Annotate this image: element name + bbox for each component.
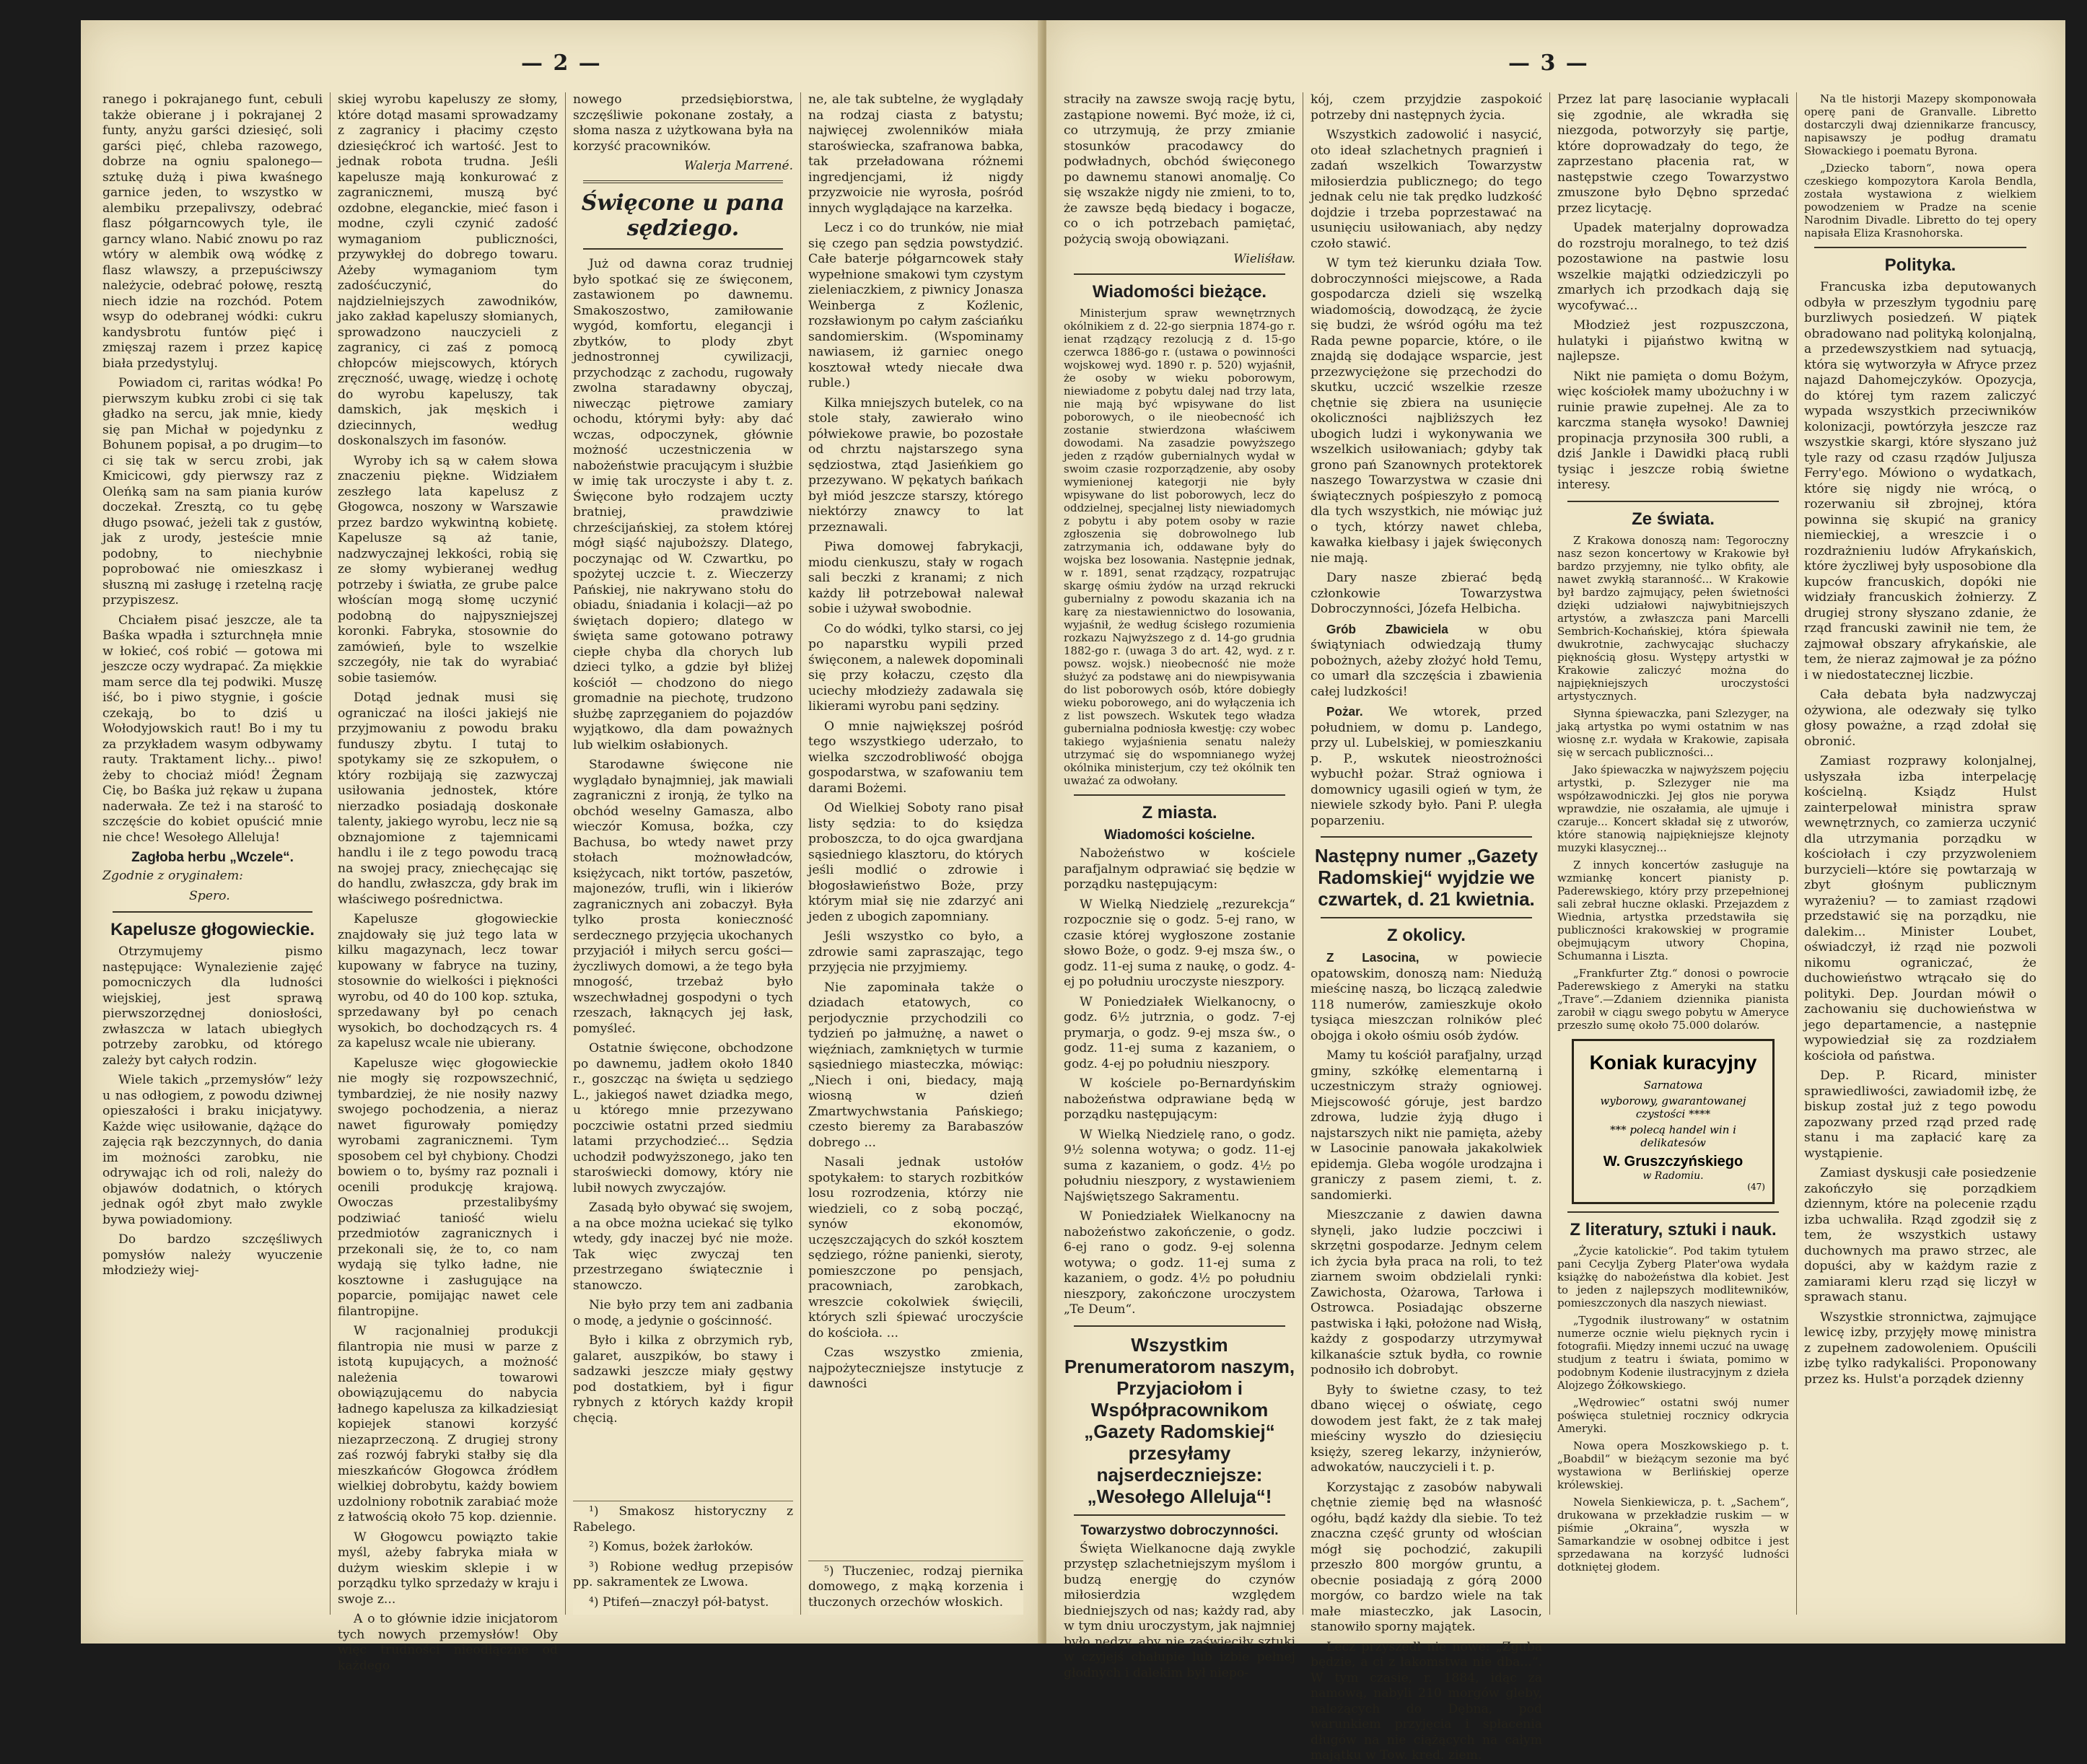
attestation-name: Spero.	[189, 888, 230, 903]
paragraph: Kilka mniejszych butelek, co na stole stały, zawierało wino półwiekowe prawie, bo pozostałe od chrztu najstarszego syna sędziostwa, ztąd Jasieńkiem go przezywano. W pękatych bańkach był miód jeszcze starszy, którego niektórzy znawcy to lat przeznawali.	[808, 395, 1023, 535]
paragraph: Powiadom ci, raritas wódka! Po pierwszym kubku zrobi ci się tak gładko na sercu, jak mnie, kiedy się pan Michał w pojedynku z Bohunem popisał, a po drugim—to ci się tak w sercu zrobi, jak Kmicicowi, gdy pierwszy raz z Oleńką sam na sam piania kurów doczekał. Zresztą, co tu gębę długo psować, jeżeli tak z gustów, jak z urody, jesteście mnie podobny, to niechybnie poprobować nie omieszkasz i słuszną mi zasługę i rzetelną rację przypiszesz.	[102, 376, 323, 607]
paragraph: Kapelusze więc głogowieckie nie mogły się rozpowszechnić, tymbardziej, że nie nosiły nazwy swojego pochodzenia, a nieraz nawet figurowały pomiędzy wyrobami zagranicznemi. Tym sposobem cel był chybiony. Chodzi bowiem o to, byśmy raz poznali i ocenili produkcję krajową. Owoczas przestalibyśmy podziwiać taniość wielu przedmiotów zagranicznych i przekonali się, że to, co nam wydają się tylko ładne, nie kosztowne i zasługujące na poparcie, pomijając nawet cele filantropijne.	[338, 1056, 558, 1319]
paragraph: Wszystkie stronnictwa, zajmujące lewicę izby, przyjęły mowę ministra z zupełnem zadowoleniem. Opuścili izbę tylko radykaliści. Proponowany przez ks. Hulst'a porządek dzienny	[1804, 1309, 2036, 1387]
footnotes	[573, 1501, 793, 1615]
paragraph: Od Wielkiej Soboty rano pisał listy sędzia: to do księdza proboszcza, to do ojca gwardjana sąsiedniego klasztoru, do których jeśli modlić o zdrowie i błogosławieństwo Boże, przy którym miał się nie zdarzyć ani jeden z ubogich zapomniany.	[808, 801, 1023, 924]
paragraph: W kościele po-Bernardyńskim nabożeństwa odprawiane będą w porządku następującym:	[1064, 1076, 1295, 1122]
paragraph: Do bardzo szczęśliwych pomysłów należy wyuczenie młodzieży wiej-	[102, 1232, 323, 1278]
ad-line: Sarnatowa	[1643, 1078, 1703, 1092]
paragraph: Nikt nie pamięta o domu Bożym, więc kościołek mamy ubożuchny i w ruinie prawie zupełnej. Ale za to karczma stanęła wysoko! Dawniej propinacja przynosiła 300 rubli, a dziś Jankle i Dawidki płacą rubli tysiąc i jeszcze robią świetne interesy.	[1557, 369, 1789, 492]
paragraph: Z Krakowa donoszą nam: Tegoroczny nasz sezon koncertowy w Krakowie był bardzo przyjemny, nie tylko obfity, ale nawet zwykłą staranność... W Krakowie był bardzo zajmujący, pełen świetności dzięki udziałowi najwybitniejszych artystów, a zwłaszcza pani Marcelli Sembrich-Kochańskiej, która śpiewała dwukrotnie, zachwycając słuchaczy pięknością głosu. Występy artystki w Krakowie zaliczyć można do najpiękniejszych uroczystości artystycznych.	[1557, 533, 1789, 703]
paragraph: „Dziecko taborn“, nowa opera czeskiego kompozytora Karola Bendla, została wystawiona z wielkiem powodzeniem w Pradze na scenie Narodnim Divadle. Libretto do tej opery napisała Eliza Krasnohorska.	[1804, 162, 2036, 240]
small-print	[1557, 534, 1789, 1032]
paragraph: straciły na zawsze swoją rację bytu, zastąpione nowemi. Być może, iż ci, co utrzymują, że przy zmianie stosunków pracodawcy do podwładnych, obchód święconego po dawnemu stanowi anomalję. Co się wszakże nigdy nie zmieni, to to, że zawsze będą biedacy i bogacze, co o ich potrzebach pamiętać, pożycią swoją obowiązani.	[1064, 92, 1295, 247]
footnote: ¹) Smakosz historyczny z Rabelego.	[573, 1504, 793, 1535]
right-newspaper-page	[1046, 20, 2065, 1763]
paragraph: Wiele takich „przemysłów“ leży u nas odłogiem, z powodu dziwnej opieszałości i braku inicjatywy. Każde więc usiłowanie, dążące do zajęcia rąk bezczynnych, do dania im możności zarobku, nie odrywając ich od roli, należy do objawów dodatnich, o których jednak ogół zbyt mało zwykle bywa powiadomiony.	[102, 1073, 323, 1227]
paragraph: O mnie największej pośród tego wszystkiego uderzało, to wielka szczodrobliwość obojga gospodarstwa, w szafowaniu tem darami Bożemi.	[808, 719, 1023, 796]
paragraph: A o to głównie idzie inicjatorom tych nowych przemysłów! Oby więc trudności nieodłączne od każdego	[338, 1612, 558, 1673]
ad-line: *** polecą handel win i delikatesów	[1610, 1123, 1736, 1149]
paragraph: Przez lat parę lasocianie wypłacali się zgodnie, ale wkradła się niezgoda, potworzyły się partje, które doprowadzały do tego, że zaprzestano płacenia rat, w następstwie czego Towarzystwo zmuszone było Dębno sprzedać przez licytację.	[1557, 92, 1789, 216]
paragraph: ranego i pokrajanego funt, cebuli także obierane j i pokrajanej 2 funty, anyżu garści dziesięć, soli garści pięć, chleba razowego, dobrze na ogniu spalonego—sztukę dużą i piwa kwaśnego garnice jeden, to wszystko w alembiku przepalivszy, odebrać flasz półgarncowych tyle, ile garncy wlano. Nabić znowu po raz wtóry w alembik ową wódkę z flasz wlawszy, a przepuściwszy należycie, odebrać połowę, resztą niech idzie na rozchód. Potem wsyp do odebranej wódki: cukru kandysbrotu funtów pięć i zmięszaj razem i przez kapicę biała przedystyluj.	[102, 92, 323, 371]
right-column-3	[1550, 92, 1797, 1615]
small-print	[1804, 92, 2036, 240]
divider	[583, 180, 783, 183]
paragraph: Otrzymujemy pismo następujące: Wynalezienie zajęć pomocniczych dla ludności wiejskiej, jest sprawą pierwszorzędnej doniosłości, zwłaszcza w latach ubiegłych potrzeby zarobku, od którego zależy byt całych rodzin.	[102, 944, 323, 1068]
ad-number: (47)	[1747, 1181, 1765, 1192]
paragraph: Nowa opera Moszkowskiego p. t. „Boabdil“ w bieżącym sezonie ma być wystawiona w Berlińskiej operze królewskiej.	[1557, 1439, 1789, 1491]
paragraph: W tym też kierunku działa Tow. dobroczynności miejscowe, a Rada gospodarcza dzieli się wszelką wiadomością, dowodzącą, że życie się budzi, że wśród ogółu ma też Rada pewne poparcie, które, o ile znajdą się dodające wsparcie, jest przezwyciężone się przechodzi do skutku, uczcić wszelkie rzesze chętnie się zbiera na usunięcie okoliczności najbliższych łez ubogich ludzi i wykonywania we wszelkich usiłowaniach; gdyby tak grono pań Szanownych protektorek naszego Towarzystwa w czasie dni świątecznych pośpieszyło z pomocą dla tych wszystkich, nie mówiąc już o tych, którzy nawet chleba, kawałka kiełbasy i jajek święconych nie mają.	[1311, 256, 1542, 566]
left-page-columns	[95, 92, 1031, 1673]
paragraph: Na tle historji Mazepy skomponowała operę pani de Granvalle. Libretto dostarczyli dwaj dziennikarze francuscy, napisawszy je podług dramatu Słowackiego i poematu Byrona.	[1804, 92, 2036, 157]
paragraph: Dep. P. Ricard, minister sprawiedliwości, zawiadomił izbę, że biskup został już z tego powodu zapozwany przed rząd przed radę stanu i ma zapłacić karę za wystąpienie.	[1804, 1069, 2036, 1161]
divider	[1567, 1211, 1779, 1213]
paragraph: Mamy tu kościół parafjalny, urząd gminy, szkółkę elementarną i uczestniczym straży ogniowej. Miejscowość góruje, jest bardzo zdrowa, ludzie żyją długo i najstarszych nikt nie pamięta, ażeby w Lasocinie panowała jakakolwiek epidemja. Gleba wogóle urodzajna i graniczy z pasem ziemi, t. z. sandomierki.	[1311, 1048, 1542, 1203]
paragraph: Mieszczanie z dawien dawna słynęli, jako ludzie poczciwi i skrzętni gospodarze. Jednym celem ich życia była praca na roli, to też ziarnem swoim obdzielali rynki: Zawichosta, Ożarowa, Tarłowa i Ostrowca. Posiadając obszerne pastwiska i łąki, położone nad Wisłą, każdy z gospodarzy utrzymywał kilkanaście sztuk bydła, co rownie podnosiło ich dobrobyt.	[1311, 1208, 1542, 1377]
section-heading: Polityka.	[1884, 255, 1956, 275]
left-column-4	[801, 92, 1031, 1615]
paragraph: skiej wyrobu kapeluszy ze słomy, które dotąd masami sprowadzamy z zagranicy i płacimy często dziesięćkroć ich wartość. Jest to jednak robota trudna. Jeśli kapelusze mają konkurować z zagranicznemi, muszą być ozdobne, eleganckie, mieć fason i modne, czyli czynić zadość wymaganiom publiczności, przywykłej do dobrego towaru. Ażeby wymaganiom tym zadośćuczynić, do najdzielniejszych zawodników, jako zakład kapeluszy słomianych, sprowadzono nauczycieli z zagranicy, ci zaś z pomocą chłopców miejscowych, których zręczność, uwagę, wiedzę i ochotę do wyrobu kapeluszy, tak damskich, jak męskich i dziecinnych, według doskonalszych im fasonów.	[338, 92, 558, 448]
paragraph: Kapelusze głogowieckie znajdowały się już tego lata w kilku magazynach, lecz towar kupowany w fabryce na tuziny, stosownie do wielkości i piękności wyrobu, od 40 do 100 kop. sztuka, sprzedawany był po cenach wysokich, bo dochodzących rs. 4 za kapelusz wcale nie ubierany.	[338, 912, 558, 1050]
paragraph: Starodawne święcone nie wyglądało bynajmniej, jak mawiali zagraniczni z ironją, że tylko na obchód weselny Gamasza, albo wieczór Komusa, boźka, czy Bachusa, bo wtedy nawet przy stołach możnowładców, księżycach, nikt tortów, paszetów, majonezów, trufli, win i likierów zagranicznych ani zobaczył. Była tylko prosta konieczność serdecznego przyjęcia ukochanych przyjaciół i miłych sercu gości—życzliwych domowi, a że tego była mnogość, trzebaż było wszechwładnej gospodyni o tych rzeszach, łaknących jej łask, pomyśleć.	[573, 758, 793, 1036]
footnote: ⁴) Ptifeń—znaczył pół-batyst.	[589, 1594, 769, 1610]
footnotes	[808, 1561, 1023, 1615]
greeting-text: Wszystkim Prenumeratorom naszym, Przyjaciołom i Współpracownikom „Gazety Radomskiej“ przesyłamy najserdeczniejsze: „Wesołego Alleluja“!	[1064, 1333, 1295, 1507]
paragraph: Młodzież jest rozpuszczona, hulatyki i pijaństwo kwitną w najlepsze.	[1557, 318, 1789, 364]
divider	[583, 248, 783, 250]
paragraph: Zasadą było obywać się swojem, a na obce można uciekać się tylko wtedy, gdy inaczej być nie może. Tak więc zwyczaj ten przestrzegano świątecznie i stanowczo.	[573, 1201, 793, 1293]
divider	[1814, 247, 2026, 248]
paragraph: Lecz i co do trunków, nie miał się czego pan sędzia powstydzić. Całe baterje półgarncowek stały wypełnione smakowi tym czystym zieleniaczkiem, z piwnicy Jonasza Weinberga z Koźlenic, rozsławionym po całym zaściańku sandomierskim. (Wspominamy nawiasem, iż garniec onego kosztował wtedy niecałe dwa ruble.)	[808, 221, 1023, 390]
section-heading: Z miasta.	[1142, 803, 1217, 822]
paragraph: Były to świetne czasy, to też dbano więcej o oświatę, cego dowodem jest fakt, że z tak małej mieściny wyszło do dziesięciu księży, szereg lekarzy, inżynierów, adwokatów, nauczycieli i t. p.	[1311, 1382, 1542, 1475]
section-heading: Ze świata.	[1632, 509, 1715, 529]
paragraph: Nie zapominała także o dziadach etatowych, co perjodycznie przychodzili co tydzień po jałmużnę, a nawet o więźniach, zamkniętych w turmie sąsiedniego miasteczka, mówiąc: „Niech i oni, biedacy, mają wiosną w dzień Zmartwychwstania Pańskiego; czesto bieremy za Barabaszów dobrego ...	[808, 980, 1023, 1150]
divider	[1321, 836, 1532, 838]
paragraph: Francuska izba deputowanych odbyła w przeszłym tygodniu parę burzliwych posiedzeń. W piątek obradowano nad polityką kolonjalną, a przedewszystkiem nad sytuacją, która się wytworzyła w Afryce przez najazd Dahomejczyków. Opozycja, do której tym razem zaliczyć wypada wszystkich przeciwników kolonizacji, powtórzyła jeszcze raz wszystkie skargi, które słyszano już tyle razy od czasu rządów Juljusza Ferry'ego. Mówiono o wydatkach, które się nigdy nie wrócą, o rozerwaniu sił zbrojnej, która powinna się skupić na granicy niemieckiej, a wreszcie i o rozdrażnieniu ludów Afrykańskich, które życzliwej były usposobione dla kupców francuskich, dopóki nie widziały francuskich żołnierzy. Z drugiej strony słyszano zdanie, że rząd francuski zawinił nie tem, że zajmował obszary afrykańskie, ale tem, że nieraz zajmował je za późno i w niedostatecznej liczbie.	[1804, 280, 2036, 683]
paragraph: „Życie katolickie“. Pod takim tytułem pani Cecylja Zyberg Plater'owa wydała książkę do nabożeństwa dla kobiet. Jest to jeden z najlepszych modlitewników, pomieszczonych dla naszych niewiast.	[1557, 1244, 1789, 1309]
left-column-3	[566, 92, 801, 1615]
right-column-4	[1797, 92, 2044, 1615]
paragraph: Czas wszystko zmienia, najpożyteczniejsze instytucje z dawności	[808, 1346, 1023, 1391]
divider	[1074, 273, 1285, 275]
paragraph: Jeśli wszystko co było, a zdrowie sami zapraszając, tego przyjęcia nie przyjmiemy.	[808, 929, 1023, 975]
paragraph: w obu świątyniach odwiedzają tłumy pobożnych, ażeby złożyć hołd Temu, co umarł dla szczęścia i zbawienia całej ludzkości!	[1311, 622, 1542, 699]
subheading: Towarzystwo dobroczynności.	[1080, 1522, 1279, 1538]
paragraph: Co do wódki, tylko starsi, co jej po naparstku wypili przed święconem, a nalewek dopominali się przy kołaczu, często dla uciechy młodzieży zadawala się likierami wyrobu pani sędziny.	[808, 621, 1023, 714]
paragraph: Ministerjum spraw wewnętrznych okólnikiem z d. 22-go sierpnia 1874-go r. ienat rządzący rezolucją z d. 15-go czerwca 1886-go r. (ustawa o powinności wojskowej wyd. 1890 r. p. 520) wyjaśnił, że osoby w wieku poborowym, niewiadome z pobytu dalej nad trzy lata, nie mają być wpisywane do list poborowych, o ile nieobecność ich zostanie stwierdzona właściwem dowodami. Na zasadzie powyższego jeden z rządów gubernialnych wydał w swoim czasie rozporządzenie, aby osoby wymienionej kategorji nie były wpisywane do list poborowych, lecz do oddzielnej, specjalnej listy niewiadomych z pobytu i aby potem osoby w razie zgłoszenia się dobrowolnego lub zatrzymania ich, oddawane były do wojska bez losowania. Następnie jednak, w r. 1891, senat rządzący, rozpatrując skargę ośmiu żydów na urząd rekrucki gubernialny z powodu skazania ich na karę za niestawiennictwo do losowania, wyjaśnił, że według ścisłego rozumienia rozkazu Najwyższego z d. 14-go grudnia 1882-go r. (uwaga 3 do art. 42, wyd. z r. powsz. wojsk.) nieobecność nie może służyć za podstawę ani do niewpisywania do list poborowych osób, które dobiegły wieku poborowego, ani do wyłączenia ich z list powszech. Wskutek tego władza gubernialna podniosła kwestję: czy wobec takiego wyjaśnienia senatu należy utrzymać się do wspomnianego wyżej okólnika ministerjum, czy też okólnik ten uważać za odwołany.	[1064, 307, 1295, 787]
paragraph: W Wielką Niedzielę rano, o godz. 9½ solenna wotywa; o godz. 11-ej suma z kazaniem, o godz. 4½ po południu nieszpory, z wystawieniem Najświętszego Sakramentu.	[1064, 1127, 1295, 1204]
attestation: Zgodnie z oryginałem:	[102, 869, 243, 883]
left-column-2	[331, 92, 566, 1673]
paragraph: Święta Wielkanocne dają zwykle przystęp szlachetniejszym myślom i budzą energję do czynów miłosierdzia względem biedniejszych od nas; każdy rad, aby w tym dniu uroczystym, jak najmniej było nędzy, aby nie zaświeciły sztuki w czyjejś chałupie lub izbie pełnej głodnych i dalekim był niepo-	[1064, 1541, 1295, 1680]
page-number-left: — 2 —	[521, 51, 602, 76]
paragraph: Upadek materjalny doprowadza do rozstroju moralnego, to też dziś pozostawione na pastwie losu wszelkie majątki odziedziczyli po zmarłych ich przodkach dają się wycofywać...	[1557, 221, 1789, 313]
paragraph: Wyroby ich są w całem słowa znaczeniu piękne. Widziałem zeszłego lata kapelusz z Głogowca, noszony w Warszawie przez bardzo wykwintną kobietę. Kapelusze są aż tanie, nadzwyczajnej lekkości, robią się ze słomy wybieranej według potrzeby i światła, ze grube palce włoścían mogą słomę uczynić podobną do najpyszniejszej koronki. Fabryka, stosownie do zamówień, byle to wszelkie szczegóły, nie tak do wyrabiać sobie tasiemów.	[338, 453, 558, 685]
paragraph: W Poniedziałek Wielkanocny na nabożeństwo zakończenie, o godz. 6-ej rano o godz. 9-ej solenna wotywa; o godz. 11-ej suma z kazaniem, o godz. 4½ po południu nieszpory, zakończone uroczystem „Te Deum“.	[1064, 1209, 1295, 1317]
paragraph: Piwa domowej fabrykacji, miodu cienkuszu, stały w rogach sali beczki z kranami; z nich każdy lił potrzebował nalewał sobie i używał swobodnie.	[808, 540, 1023, 616]
subheading: Wiadomości kościelne.	[1104, 828, 1255, 843]
paragraph: nowego przedsiębiorstwa, szczęśliwie pokonane zostały, a słoma nasza z użytkowana była na korzyść pracowników.	[573, 92, 793, 154]
paragraph: Zamiast dyskusji całe posiedzenie zakończyło się porządkiem dziennym, które na polecenie rządu izba uchwaliła. Rząd zgodził się z tem, że wszystkich ustawy duchownych ma prawo strzec, ale dopuści, aby w każdym razie z zamiarami kleru rząd się liczył w sprawach stanu.	[1804, 1166, 2036, 1304]
signature: Wieliśław.	[1233, 252, 1295, 266]
paragraph: We wtorek, przed południem, w domu p. Landego, przy ul. Lubelskiej, w pomieszkaniu p. P., wskutek nieostrożności wybuchł pożar. Straż ogniowa i domownicy ugasili ogień w tym, że niewiele szkody było. Pani P. uległa poparzeniu.	[1311, 705, 1542, 828]
ad-line: wyborowy, gwarantowanej czystości ****	[1600, 1094, 1746, 1120]
paragraph: „Wędrowiec“ ostatni swój numer poświęca stuletniej rocznicy odkrycia Ameryki.	[1557, 1395, 1789, 1435]
section-heading: Wiadomości bieżące.	[1092, 282, 1267, 302]
paragraph: Zamiast rozprawy kolonjalnej, usłyszała izba interpelację kościelną. Ksiądz Hulst zainterpelował ministra spraw wewnętrznych, co zamierza uczynić dla utrzymania porządku w kościołach i czy przyzwoleniem burzycieli—które się powtarzają w zbyt głośnym publicznym wyrażeniu? — to zamiast rządowi przedstawić się na porządku, nie dalekim... Minister Loubet, oświadczył, iż rząd nie pozwoli nikomu ograniczać, że duchowieństwo wtrącało się do polityki. Dep. Jourdan mówił o zachowaniu się duchowieństwa w jego departamencie, a następnie wypowiedział się za rozdziałem kościoła od państwa.	[1804, 754, 2036, 1063]
paragraph: Było i kilka z obrzymich ryb, galaret, auszpików, bo stawy i sadzawki jeszcze miały gęstwy pod dostatkiem, był i figur rybnych z których każdy kropił chęcią.	[573, 1333, 793, 1426]
page-number-right: — 3 —	[1508, 51, 1589, 76]
ad-merchant: W. Gruszczyńskiego	[1603, 1153, 1743, 1170]
ad-title: Koniak kuracyjny	[1589, 1050, 1757, 1074]
paragraph: W Wielką Niedzielę „rezurekcja“ rozpocznie się o godz. 5-ej rano, w czasie której wygłoszone zostanie słowo Boże, o godz. 9-ej msza św., o godz. 11-ej suma z naukę, o godz. 4-ej po południu uroczyste nieszpory.	[1064, 897, 1295, 989]
next-issue-notice	[1311, 845, 1542, 910]
right-page-columns	[1056, 92, 2051, 1763]
paragraph: Chciałem pisać jeszcze, ale ta Baśka wpadła i szturchnęła mnie w łokieć, coś robić — gotowa mi jeszcze oczy wydrapać. Za miękkie mam serce dla tej podwiki. Muszę iść, bo i piwo stygnie, i goście czekają, bo to dziś u Wołodyjowskich raut! Bo i my tu za przykładem wasym odbywamy rauty. Traktament lichy... piwo! żeby to chociaż miód! Żegnam Cię, bo Baśka już rękaw u żupana naderwała. Ze też i na starość to szczęście do kobiet opuścić mnie nie chce! Wesołego Alleluja!	[102, 613, 323, 845]
divider	[1074, 1514, 1285, 1516]
ad-city: w Radomiu.	[1642, 1170, 1704, 1182]
subheading: Grób Zbawiciela	[1326, 621, 1448, 636]
divider	[1074, 1325, 1285, 1327]
paragraph: W Poniedziałek Wielkanocny, o godz. 6½ jutrznia, o godz. 7-ej prymarja, o godz. 9-ej msza św., o godz. 11-ej suma z kazaniem, o godz. 4-ej po południu nieszpory.	[1064, 994, 1295, 1071]
notice-text: Następny numer „Gazety Radomskiej“ wyjdzie we czwartek, d. 21 kwietnia.	[1314, 845, 1539, 910]
subheading: Z Lasocina,	[1326, 950, 1419, 965]
signature: Walerja Marrené.	[684, 159, 793, 173]
paragraph: Nowela Sienkiewicza, p. t. „Sachem“, drukowana w przekładzie ruskim — w piśmie „Okraina“, wyszła w Samarkandzie w osobnej odbitce i jest sprzedawana na korzyść ludności dotkniętej głodem.	[1557, 1495, 1789, 1574]
paragraph: Cała debata była nadzwyczaj ożywiona, ale odezwały się tylko głosy poważne, a rząd zdołał się obronić.	[1804, 688, 2036, 749]
advertisement	[1572, 1039, 1775, 1204]
paragraph: Korzystając z zasobów nabywali chętnie ziemię będ na własność ogółu, bądź każdy dla siebie. To też znaczna część grunty od włościan mógł się pochodzić, zakupili przeszło 800 morgów gruntu, a obecnie posiadają z górą 2000 morgów, co bardzo wiele na tak małe miasteczko, jak Lasocin, stanowiło sporny majątek.	[1311, 1480, 1542, 1634]
paragraph: w powiecie opatowskim, donoszą nam: Niedużą mieścinę naszą, bo liczącą zaledwie 118 numerów, zamieszkuje około tysiąca mieszczan rolników pleć obojga i około ośmiu osób żydów.	[1311, 951, 1542, 1043]
paragraph: „Frankfurter Ztg.“ donosi o powrocie Paderewskiego z Ameryki na statku „Trave“.—Zdaniem dziennika pianista zarobił w ciągu swego pobytu w Ameryce przeszło sumę około 75.000 dolarów.	[1557, 966, 1789, 1032]
paragraph: Słynna śpiewaczka, pani Szlezyger, na jaką artystka po wymi ostatnim w nas wiosnę z.r. wydała w Krakowie, zapisała się w sercach publiczności...	[1557, 706, 1789, 759]
article-heading: Kapelusze głogowieckie.	[110, 920, 315, 939]
divider	[1567, 501, 1779, 502]
holiday-greeting	[1064, 1334, 1295, 1507]
paragraph: Wszystkich zadowolić i nasycić, oto ideał szlachetnych pragnień i zadań wszelkich Towarzystw miłosierdzia publicznego; do tego jednak celu nie tak prędko ludzkość dojdzie i trzeba poprzestawać na usunięciu usiłowaniach, aby nędzy czoło stawić.	[1311, 128, 1542, 251]
right-column-1	[1056, 92, 1303, 1680]
paragraph: W racjonalniej produkcji filantropia nie musi w parze z istotą kupujących, a możność należenia towarowi obowiązującemu do nabycia ładnego kapelusza za kilkadziesiąt kopiejek stanowi korzyść niezaprzeczoną. Z drugiej strony zaś rozwój fabryki stałby się dla mieszkańców Głogowca źródłem wielkiej dobrobytu, każdy bowiem uzdolniony robotnik zarabiać może z łatwością około 75 kop. dziennie.	[338, 1324, 558, 1524]
paragraph: „Tygodnik ilustrowany“ w ostatnim numerze ocznie wielu pięknych rycin i fotografii. Między innemi uczuć na uwagę studjum z teatru i świata, pomimo w podobnym Kodenie ilustracyjnym z dzieła Alojzego Żółkowskiego.	[1557, 1313, 1789, 1392]
small-print	[1064, 307, 1295, 787]
paragraph: Jako śpiewaczka w najwyższem pojęciu artystki, p. Szlezyger nie ma współzawodniczki. Jej głos nie porywa wprawdzie, nie oszałamia, ale ujmuje i czaruje... Koncert składał się z utworów, które stanowią najpiękniejsze klejnoty muzyki klasycznej...	[1557, 763, 1789, 854]
article-title: Święcone u pana sędziego.	[581, 190, 785, 241]
footnote: ²) Komus, bożek żarłoków.	[589, 1540, 753, 1554]
paragraph: Ostatnie święcone, obchodzone po dawnemu, jadłem około 1840 r., goszcząc na święta u sędziego L., jakiegoś nawet dziadka mego, u którego mnie przezywano poczciwie ostatni przed siedmiu latami przychodzieć... Sędzia uchodził podwyższonego, jako ten staroświecki domowy, który nie lubił nowych zwyczajów.	[573, 1041, 793, 1195]
right-column-2	[1303, 92, 1550, 1763]
signature: Zagłoba herbu „Wczele“.	[131, 850, 294, 865]
left-newspaper-page	[81, 20, 1041, 1673]
divider	[1321, 917, 1532, 918]
footnote: ³) Robione według przepisów pp. sakramentek ze Lwowa.	[573, 1559, 793, 1589]
paragraph: Z innych koncertów zasługuje na wzmiankę koncert pianisty p. Paderewskiego, który przy przepełnionej sali zebrał huczne oklaski. Przejazdem z Wiednia, artystka przedstawiła się publiczności krakowskiej w programie obejmującym utwory Chopina, Schumanna i Liszta.	[1557, 858, 1789, 962]
footnote: ⁵) Tłuczeniec, rodzaj piernika domowego, z mąką korzenia i tłuczonych orzechów włoskich.	[808, 1563, 1023, 1610]
paragraph: ne, ale tak subtelne, że wyglądały na rodzaj ciasta z batystu; najwięcej zwolenników miała staroświecka, szafranowa babka, tak przeładowana różnemi ingredjencjami, iż nigdy przyzwoicie nie wyrosła, pośród innych wyglądające na karzełka.	[808, 92, 1023, 216]
left-column-1	[95, 92, 331, 1615]
paragraph: kój, czem przyjdzie zaspokoić potrzeby dni następnych życia.	[1311, 92, 1542, 123]
subheading: Pożar.	[1326, 704, 1363, 719]
section-heading: Z literatury, sztuki i nauk.	[1570, 1219, 1777, 1239]
section-heading: Z okolicy.	[1387, 926, 1466, 945]
paragraph: Nie było przy tem ani zadbania o modę, a jedynie o gościnność.	[573, 1298, 793, 1328]
paragraph: Nasali jednak ustołów spotykałem: to starych rozbitków losu rozrodzenia, którzy nie wiedzieli, co z sobą począć, synów ekonomów, uczęszczających do szkół kosztem sędziego, różne panienki, sieroty, pomieszczone po pensjach, pracowniach, zarobkach, wreszcie cokolwiek święcili, których szli śpiewać uroczyście do kościoła. ...	[808, 1155, 1023, 1340]
paragraph: Dotąd jednak musi się ograniczać na ilości jakiejś nie przyjmowaniu z powodu braku funduszy zbytu. I tutaj to spotykamy się ze szkopułem, o który rozbijają się zazwyczaj usiłowania jednostek, które nierzadko posiadają doskonałe talenty, jakiego wyrobu, lecz nie są obznajomione z tajemnicami handlu i ile z tego powodu tracą na swojej pracy, zniechęcając się do handlu, zwłaszcza, gdy brak im właściwego pośrednictwa.	[338, 690, 558, 907]
paragraph: Dary nasze zbierać będą członkowie Towarzystwa Dobroczynności, Józefa Helbicha.	[1311, 571, 1542, 616]
small-print	[1557, 1245, 1789, 1574]
paragraph: Już od dawna coraz trudniej było spotkać się ze święconem, zastawionem po dawnemu. Smakoszostwo, zamiłowanie wygód, komfortu, elegancji i zbytków, to plody zbyt jednostronnej cywilizacji, przychodząc z zachodu, rugowały zwolna staradawny obyczaj, niwecząc piętrowe zamiary ochodu, którymi były: aby dać wczas, odpoczynek, głównie możność uczestniczenia w nabożeństwie pracującym i służbie w imię tak uroczyste i aby t. z. Święcone było rodzajem uczty bratniej, prawdziwie chrześcijańskiej, za stołem której mógł siąść najuboższy. Dlatego, poczynając od W. Czwartku, po spożytej uczcie t. z. Wieczerzy Pańskiej, nie nakrywano stołu do obiadu, śniadania i kolacji—aż po świętach dopiero; dlatego w święta same gotowano potrawy ciepłe chyba dla chorych lub dzieci tylko, a gdzie był bliżej kościół — chodzono do niego gromadnie na piechotę, trudzono służbę zaprzęganiem do pojazdów wyjątkowo, dla dam poważnych lub wielkim osłabionych.	[573, 257, 793, 752]
divider	[1074, 794, 1285, 796]
divider	[113, 911, 312, 913]
paragraph: Lecz przyszedł nie nowe: „Zguba będzie, a ci z łakomstwa nie dba...“. W tym czasie, r. 1884, idąc za namową, nabyli 210 morgów gleby, należących do Dębna, pod warunkiem przyjęcia i spłacenia długów na nie ciążących na całym majątku w Tow. kred. ziem.	[1311, 1639, 1542, 1763]
paragraph: Nabożeństwo w kościele parafjalnym odprawiać się będzie w porządku następującym:	[1064, 846, 1295, 892]
paragraph: W Głogowcu powiązto takie myśl, ażeby fabryka miała w dużym wieskim sklepie i w porządku tylko sprzedaży w kraju i swoje z...	[338, 1530, 558, 1607]
